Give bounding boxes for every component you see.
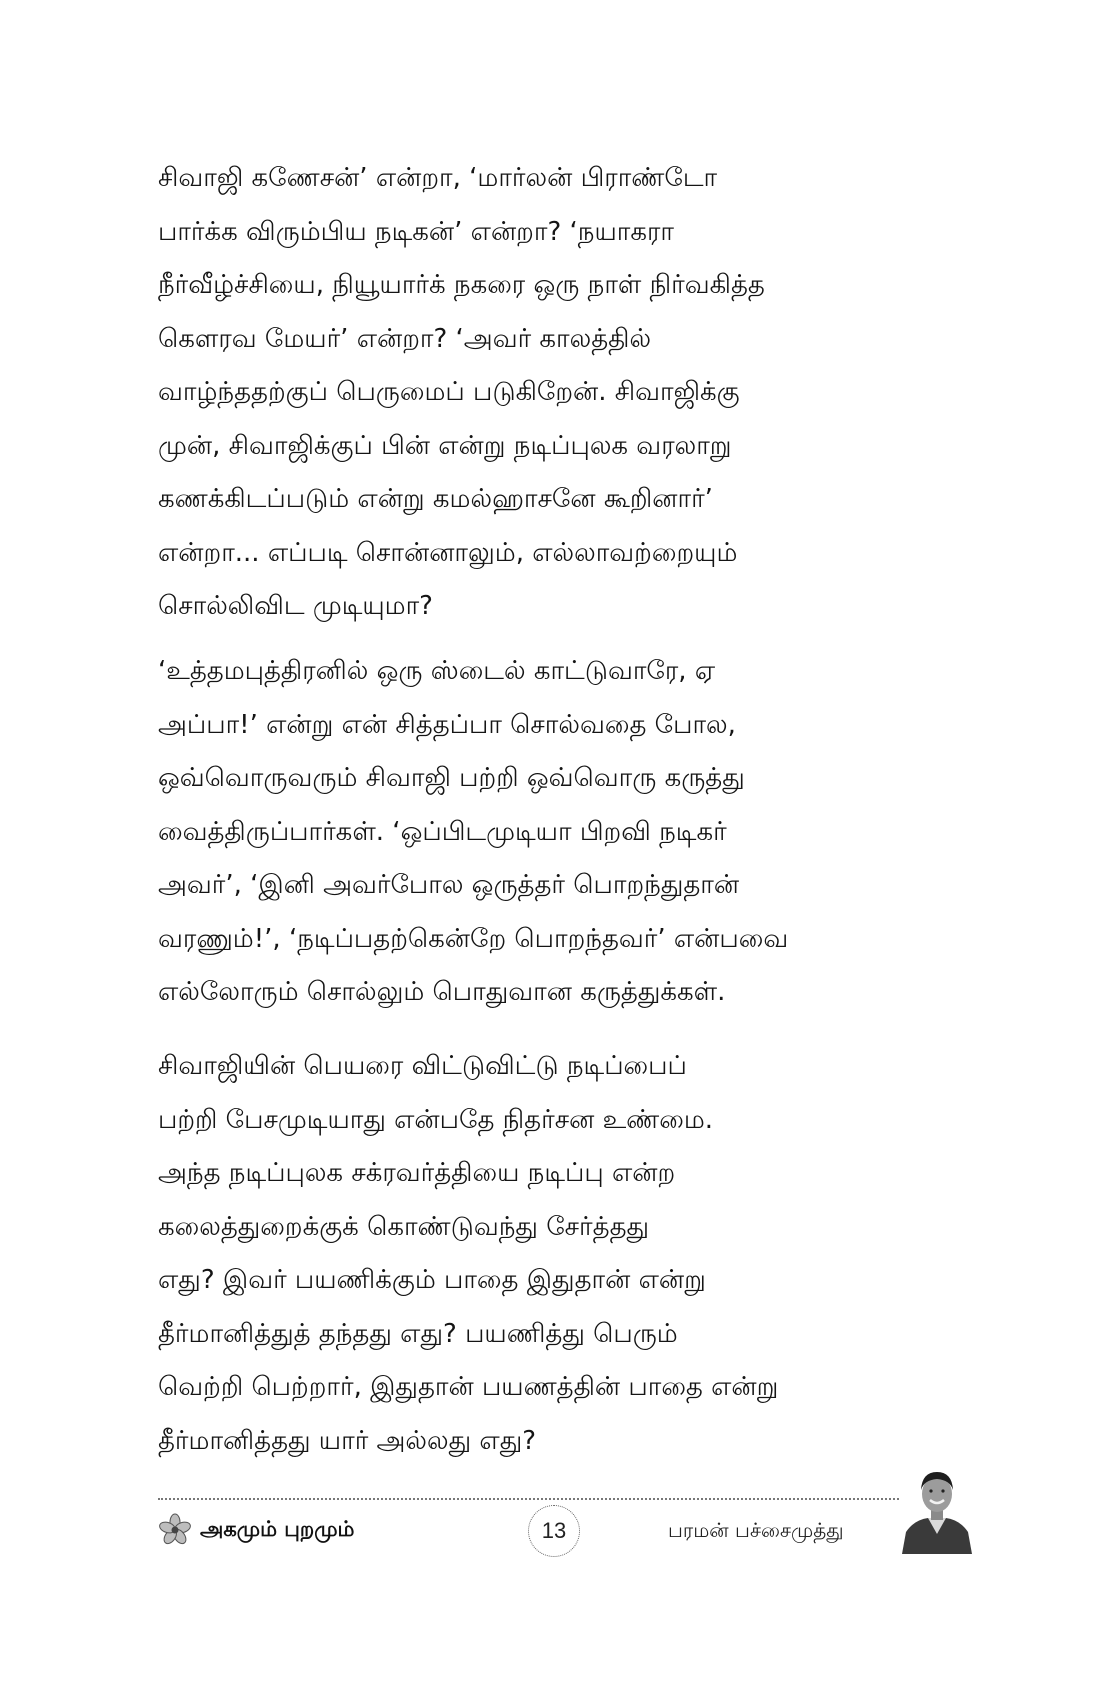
text-line: அப்பா!’ என்று என் சித்தப்பா சொல்வதை போல, (158, 709, 736, 740)
text-line: கௌரவ மேயர்’ என்றா? ‘அவர் காலத்தில் (158, 323, 652, 354)
author-portrait (900, 1462, 974, 1554)
book-title: அகமும் புறமும் (200, 1516, 355, 1541)
text-line: நீர்வீழ்ச்சியை, நியூயார்க் நகரை ஒரு நாள் நிர்வகித்த (158, 270, 765, 300)
text-line: சொல்லிவிட முடியுமா? (158, 591, 433, 621)
text-line: சிவாஜி கணேசன்’ என்றா, ‘மார்லன் பிராண்டோ (158, 163, 718, 193)
paragraph-2 (158, 645, 938, 1020)
flower-icon (158, 1513, 192, 1547)
text-line: எல்லோரும் சொல்லும் பொதுவான கருத்துக்கள். (158, 977, 726, 1007)
page-number: 13 (528, 1505, 580, 1557)
text-line: பார்க்க விரும்பிய நடிகன்’ என்றா? ‘நயாகரா (158, 216, 674, 247)
text-line: வரணும்!’, ‘நடிப்பதற்கென்றே பொறந்தவர்’ என்பவை (158, 923, 789, 954)
text-line: அந்த நடிப்புலக சக்ரவர்த்தியை நடிப்பு என்ற (158, 1158, 676, 1188)
text-line: வாழ்ந்ததற்குப் பெருமைப் படுகிறேன். சிவாஜிக்கு (158, 377, 740, 407)
text-line: பற்றி பேசமுடியாது என்பதே நிதர்சன உண்மை. (158, 1104, 714, 1135)
text-line: தீர்மானித்துத் தந்தது எது? பயணித்து பெரும் (158, 1318, 678, 1349)
text-line: ‘உத்தமபுத்திரனில் ஒரு ஸ்டைல் காட்டுவாரே, ஏ (158, 656, 716, 686)
text-line: கணக்கிடப்படும் என்று கமல்ஹாசனே கூறினார்’ (158, 484, 713, 514)
text-line: எது? இவர் பயணிக்கும் பாதை இதுதான் என்று (158, 1265, 706, 1295)
text-line: வைத்திருப்பார்கள். ‘ஒப்பிடமுடியா பிறவி நடிகர் (158, 816, 727, 847)
text-line: வெற்றி பெற்றார், இதுதான் பயணத்தின் பாதை என்று (158, 1372, 779, 1402)
text-line: சிவாஜியின் பெயரை விட்டுவிட்டு நடிப்பைப் (158, 1051, 687, 1081)
text-line: தீர்மானித்தது யார் அல்லது எது? (158, 1425, 537, 1456)
text-line: ஒவ்வொருவரும் சிவாஜி பற்றி ஒவ்வொரு கருத்து (158, 763, 745, 793)
text-line: என்றா... எப்படி சொன்னாலும், எல்லாவற்றையும் (158, 537, 738, 568)
author-name: பரமன் பச்சைமுத்து (668, 1518, 844, 1542)
footer-book-title (158, 1510, 354, 1550)
paragraph-3 (158, 1040, 938, 1468)
text-line: அவர்’, ‘இனி அவர்போல ஒருத்தர் பொறந்துதான் (158, 870, 740, 900)
footer-divider (158, 1498, 903, 1500)
text-line: கலைத்துறைக்குக் கொண்டுவந்து சேர்த்தது (158, 1211, 650, 1242)
paragraph-1 (158, 152, 938, 634)
text-line: முன், சிவாஜிக்குப் பின் என்று நடிப்புலக வரலாறு (158, 430, 732, 461)
